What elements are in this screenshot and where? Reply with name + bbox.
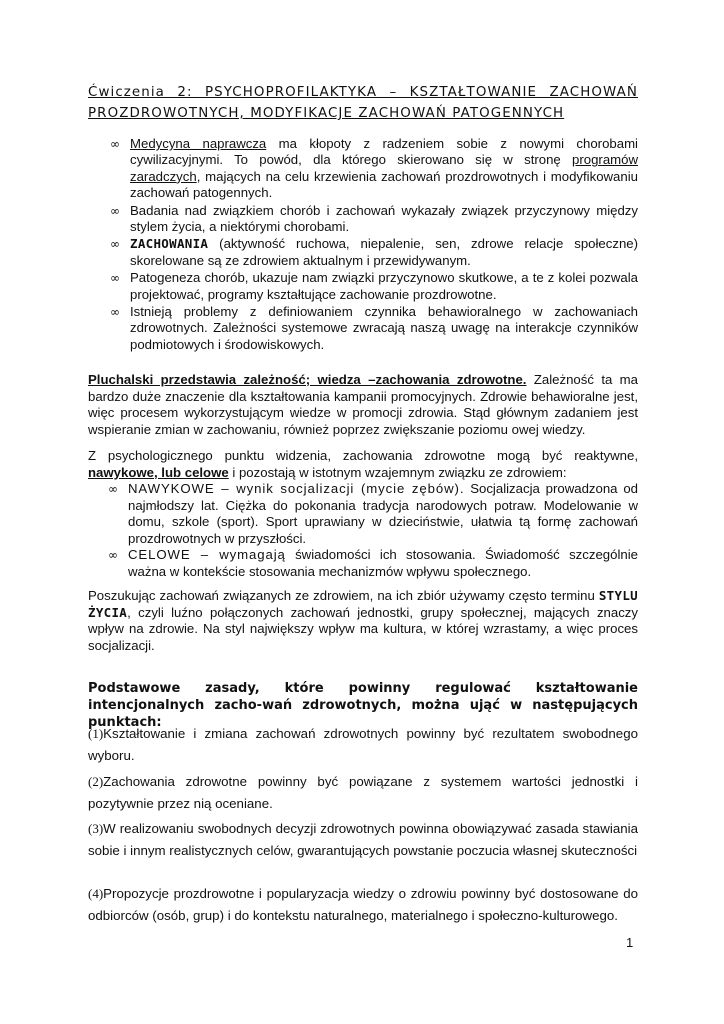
rule-text: Propozycje prozdrowotne i popularyzacja wiedzy o zdrowiu powinny być dostosowane do odbiorców (osób, grup) i do kontekstu naturalnego, materialnego i społeczno-kulturowego. [88,886,638,923]
list-item [110,304,638,353]
rule-number: (3) [88,821,104,836]
list-item [108,547,638,580]
rule-number: (2) [88,774,104,789]
list-item [110,270,638,303]
bullet-text: , mających na celu krzewienia zachowań prozdrowotnych i modyfikowaniu zachowań patogennych. [130,168,638,201]
paragraph-text: Zależność ta ma bardzo duże znaczenie dla kształtowania kampanii promocyjnych. Zdrowie behawioralne jest, więc procesem wykorzystującym wiedze w promocji zdrowia. Stąd głównym zadaniem jest wspieranie zmian w zachowaniu, również poprzez zwiększanie poziomu owej wiedzy. [88,372,639,437]
rule-number: (1) [88,726,104,741]
infinity-bullet-icon: ∞ [110,137,120,151]
bullet-text: ma kłopoty z radzeniem sobie z nowymi chorobami cywilizacyjnymi. To powód, dla którego skierowano się w stronę [130,136,638,168]
list-item-text: Socjalizacja prowadzona od najmłodszy lat. Ciężka do pokonania tradycja narodowych potraw. Modelowanie w domu, szkole (sport). Sport uprawiany w dzieciństwie, ułatwia tą formę zachowań prozdrowotnych w przyszłości. [128,481,638,546]
infinity-bullet-icon: ∞ [108,482,118,496]
rule-item-2 [88,771,638,815]
document-title [88,82,638,124]
rule-item-1 [88,723,638,767]
bullet-text: Istnieją problemy z definiowaniem czynnika behawioralnego w zachowaniach zdrowotnych. Zależności systemowe zwracają naszą uwagę na interakcje czynników podmiotowych i środowiskowych. [130,304,638,352]
term-programow-zaradczych: programów zaradczych [130,152,638,184]
paragraph-text: , czyli luźno połączonych zachowań jednostki, grupy społecznej, mających znaczy wpływ na zdrowie. Na styl największy wpływ ma kultura, w której wzrastamy, a więc proces socjalizacji. [88,604,638,653]
behavior-types-list [108,481,638,581]
rule-item-3 [88,818,638,862]
bullet-text: (aktywność ruchowa, niepalenie, sen, zdrowe relacje społeczne) skorelowane są ze zdrowiem aktualnym i przewidywanym. [130,236,638,268]
term-medycyna-naprawcza: Medycyna naprawcza [130,136,267,151]
rule-item-4 [88,883,638,927]
paragraph-text: Z psychologicznego punktu widzenia, zachowania zdrowotne mogą być reaktywne, [88,448,638,463]
paragraph-psychological [88,448,638,481]
infinity-bullet-icon: ∞ [110,203,120,218]
list-item-text: świadomości ich stosowania. Świadomość szczególnie ważna w kontekście stosowania mechanizmów wpływu społecznego. [128,547,638,579]
infinity-bullet-icon: ∞ [110,305,120,320]
term-nawykowe-celowe: nawykowe, lub celowe [88,464,229,480]
rule-text: Kształtowanie i zmiana zachowań zdrowotnych powinny być rezultatem swobodnego wyboru. [88,726,638,763]
rule-text: W realizowaniu swobodnych decyzji zdrowotnych powinna obowiązywać zasada stawiania sobie i innym realistycznych celów, gwarantujących powstanie poczucia własnej skuteczności [88,821,638,858]
infinity-bullet-icon: ∞ [108,548,118,563]
list-item [110,203,638,236]
rule-number: (4) [88,886,104,901]
paragraph-text: i pozostają w istotnym wzajemnym związku ze zdrowiem: [228,464,567,480]
list-item [108,481,638,547]
rule-text: Zachowania zdrowotne powinny być powiązane z systemem wartości jednostki i pozytywnie przez nią oceniane. [88,774,638,811]
title-line-2: PROZDROWOTNYCH, MODYFIKACJE ZACHOWAŃ PATOGENNYCH [88,106,565,121]
term-styl-zycia: STYLU ŻYCIA [88,588,638,620]
page-number: 1 [626,935,634,950]
bullet-text: Badania nad związkiem chorób i zachowań wykazały związek przyczynowy między stylem życia, a niektórymi chorobami. [130,202,638,235]
infinity-bullet-icon: ∞ [110,271,120,286]
term-nawykowe: NAWYKOWE – wynik socjalizacji (mycie zębów). [128,481,465,496]
paragraph-lifestyle [88,588,638,654]
title-line-1: Ćwiczenia 2: PSYCHOPROFILAKTYKA – KSZTAŁTOWANIE ZACHOWAŃ [88,85,638,100]
paragraph-pluchalski [88,372,638,438]
term-celowe: CELOWE – wymagają [128,547,286,563]
infinity-bullet-icon: ∞ [110,237,120,252]
paragraph-text: Poszukując zachowań związanych ze zdrowiem, na ich zbiór używamy często terminu [88,588,599,603]
list-item [110,136,638,202]
intro-bullet-list [110,136,638,354]
list-item [110,236,638,269]
section-heading: Podstawowe zasady, które powinny regulować kształtowanie intencjonalnych zacho-wań zdrowotnych, można ująć w następujących punktach: [88,681,638,730]
term-zachowania: ZACHOWANIA [130,236,209,252]
bullet-text: Patogeneza chorób, ukazuje nam związki przyczynowo skutkowe, a te z kolei pozwala projektować, programy kształtujące zachowanie prozdrowotne. [130,270,638,302]
pluchalski-lead: Pluchalski przedstawia zależność; wiedza –zachowania zdrowotne. [88,372,527,387]
